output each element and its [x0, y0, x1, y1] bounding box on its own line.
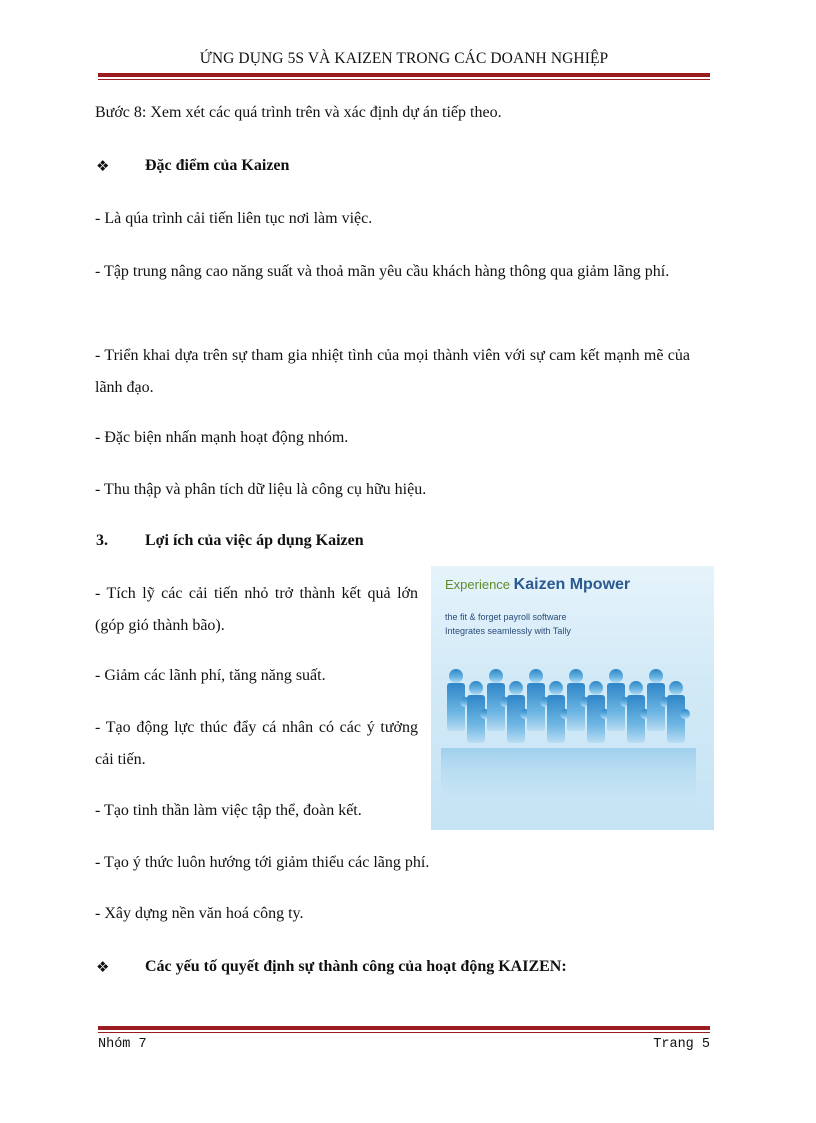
- list-item: - Đặc biện nhấn mạnh hoạt động nhóm.: [95, 429, 349, 446]
- puzzle-piece-icon: [527, 669, 550, 731]
- puzzle-piece-icon: [647, 669, 670, 731]
- list-item: - Thu thập và phân tích dữ liệu là công cụ hữu hiệu.: [95, 481, 427, 498]
- puzzle-people-illustration: [431, 566, 714, 830]
- header-rule-thick: [98, 73, 710, 77]
- diamond-bullet-icon: ❖: [96, 157, 110, 175]
- figure-title-prefix: Experience: [445, 577, 511, 592]
- puzzle-piece-icon: [567, 669, 590, 731]
- section-number: 3.: [96, 532, 108, 549]
- footer-page-number: Trang 5: [653, 1037, 710, 1052]
- list-item: - Triển khai dựa trên sự tham gia nhiệt tình của mọi thành viên với sự cam kết mạnh mẽ của lãnh đạo.: [95, 347, 690, 396]
- list-item: - Tạo động lực thúc đẩy cá nhân có các ý tưởng cải tiến.: [95, 719, 418, 768]
- puzzle-piece-icon: [487, 669, 510, 731]
- puzzle-reflection: [441, 748, 696, 818]
- list-item: - Tập trung nâng cao năng suất và thoả mãn yêu cầu khách hàng thông qua giảm lãng phí.: [95, 263, 670, 280]
- list-item: - Tạo tinh thần làm việc tập thể, đoàn kết.: [95, 802, 362, 819]
- puzzle-piece-icon: [507, 681, 530, 743]
- puzzle-piece-icon: [607, 669, 630, 731]
- figure-subtitle-1: the fit & forget payroll software: [445, 612, 567, 622]
- list-item: - Là qúa trình cải tiến liên tục nơi làm việc.: [95, 210, 373, 227]
- puzzle-figures: [447, 669, 690, 743]
- puzzle-piece-icon: [467, 681, 490, 743]
- list-item: - Tích lỹ các cải tiến nhỏ trở thành kết quả lớn (góp gió thành bão).: [95, 585, 418, 634]
- puzzle-piece-icon: [627, 681, 650, 743]
- page-header-title: ỨNG DỤNG 5S VÀ KAIZEN TRONG CÁC DOANH NGHIỆP: [199, 50, 609, 67]
- kaizen-mpower-image: [431, 566, 714, 830]
- footer-group-label: Nhóm 7: [98, 1037, 147, 1052]
- puzzle-piece-icon: [447, 669, 470, 731]
- header-rule-thin: [98, 79, 710, 80]
- section-heading-features: Đặc điểm của Kaizen: [145, 157, 290, 174]
- figure-title-brand: Kaizen Mpower: [513, 576, 631, 593]
- step-8-text: Bước 8: Xem xét các quá trình trên và xác định dự án tiếp theo.: [95, 104, 502, 121]
- figure-subtitle-2: Integrates seamlessly with Tally: [445, 626, 571, 636]
- section-heading-factors: Các yếu tố quyết định sự thành công của hoạt động KAIZEN:: [145, 958, 567, 975]
- diamond-bullet-icon: ❖: [96, 958, 110, 976]
- puzzle-piece-icon: [547, 681, 570, 743]
- list-item: - Tạo ý thức luôn hướng tới giảm thiểu các lãng phí.: [95, 854, 430, 871]
- footer-rule-thin: [98, 1032, 710, 1033]
- section-heading-benefits: Lợi ích của việc áp dụng Kaizen: [145, 532, 364, 549]
- puzzle-piece-icon: [667, 681, 690, 743]
- list-item: - Xây dựng nền văn hoá công ty.: [95, 905, 304, 922]
- puzzle-piece-icon: [587, 681, 610, 743]
- list-item: - Giảm các lãnh phí, tăng năng suất.: [95, 667, 326, 684]
- footer-rule-thick: [98, 1026, 710, 1030]
